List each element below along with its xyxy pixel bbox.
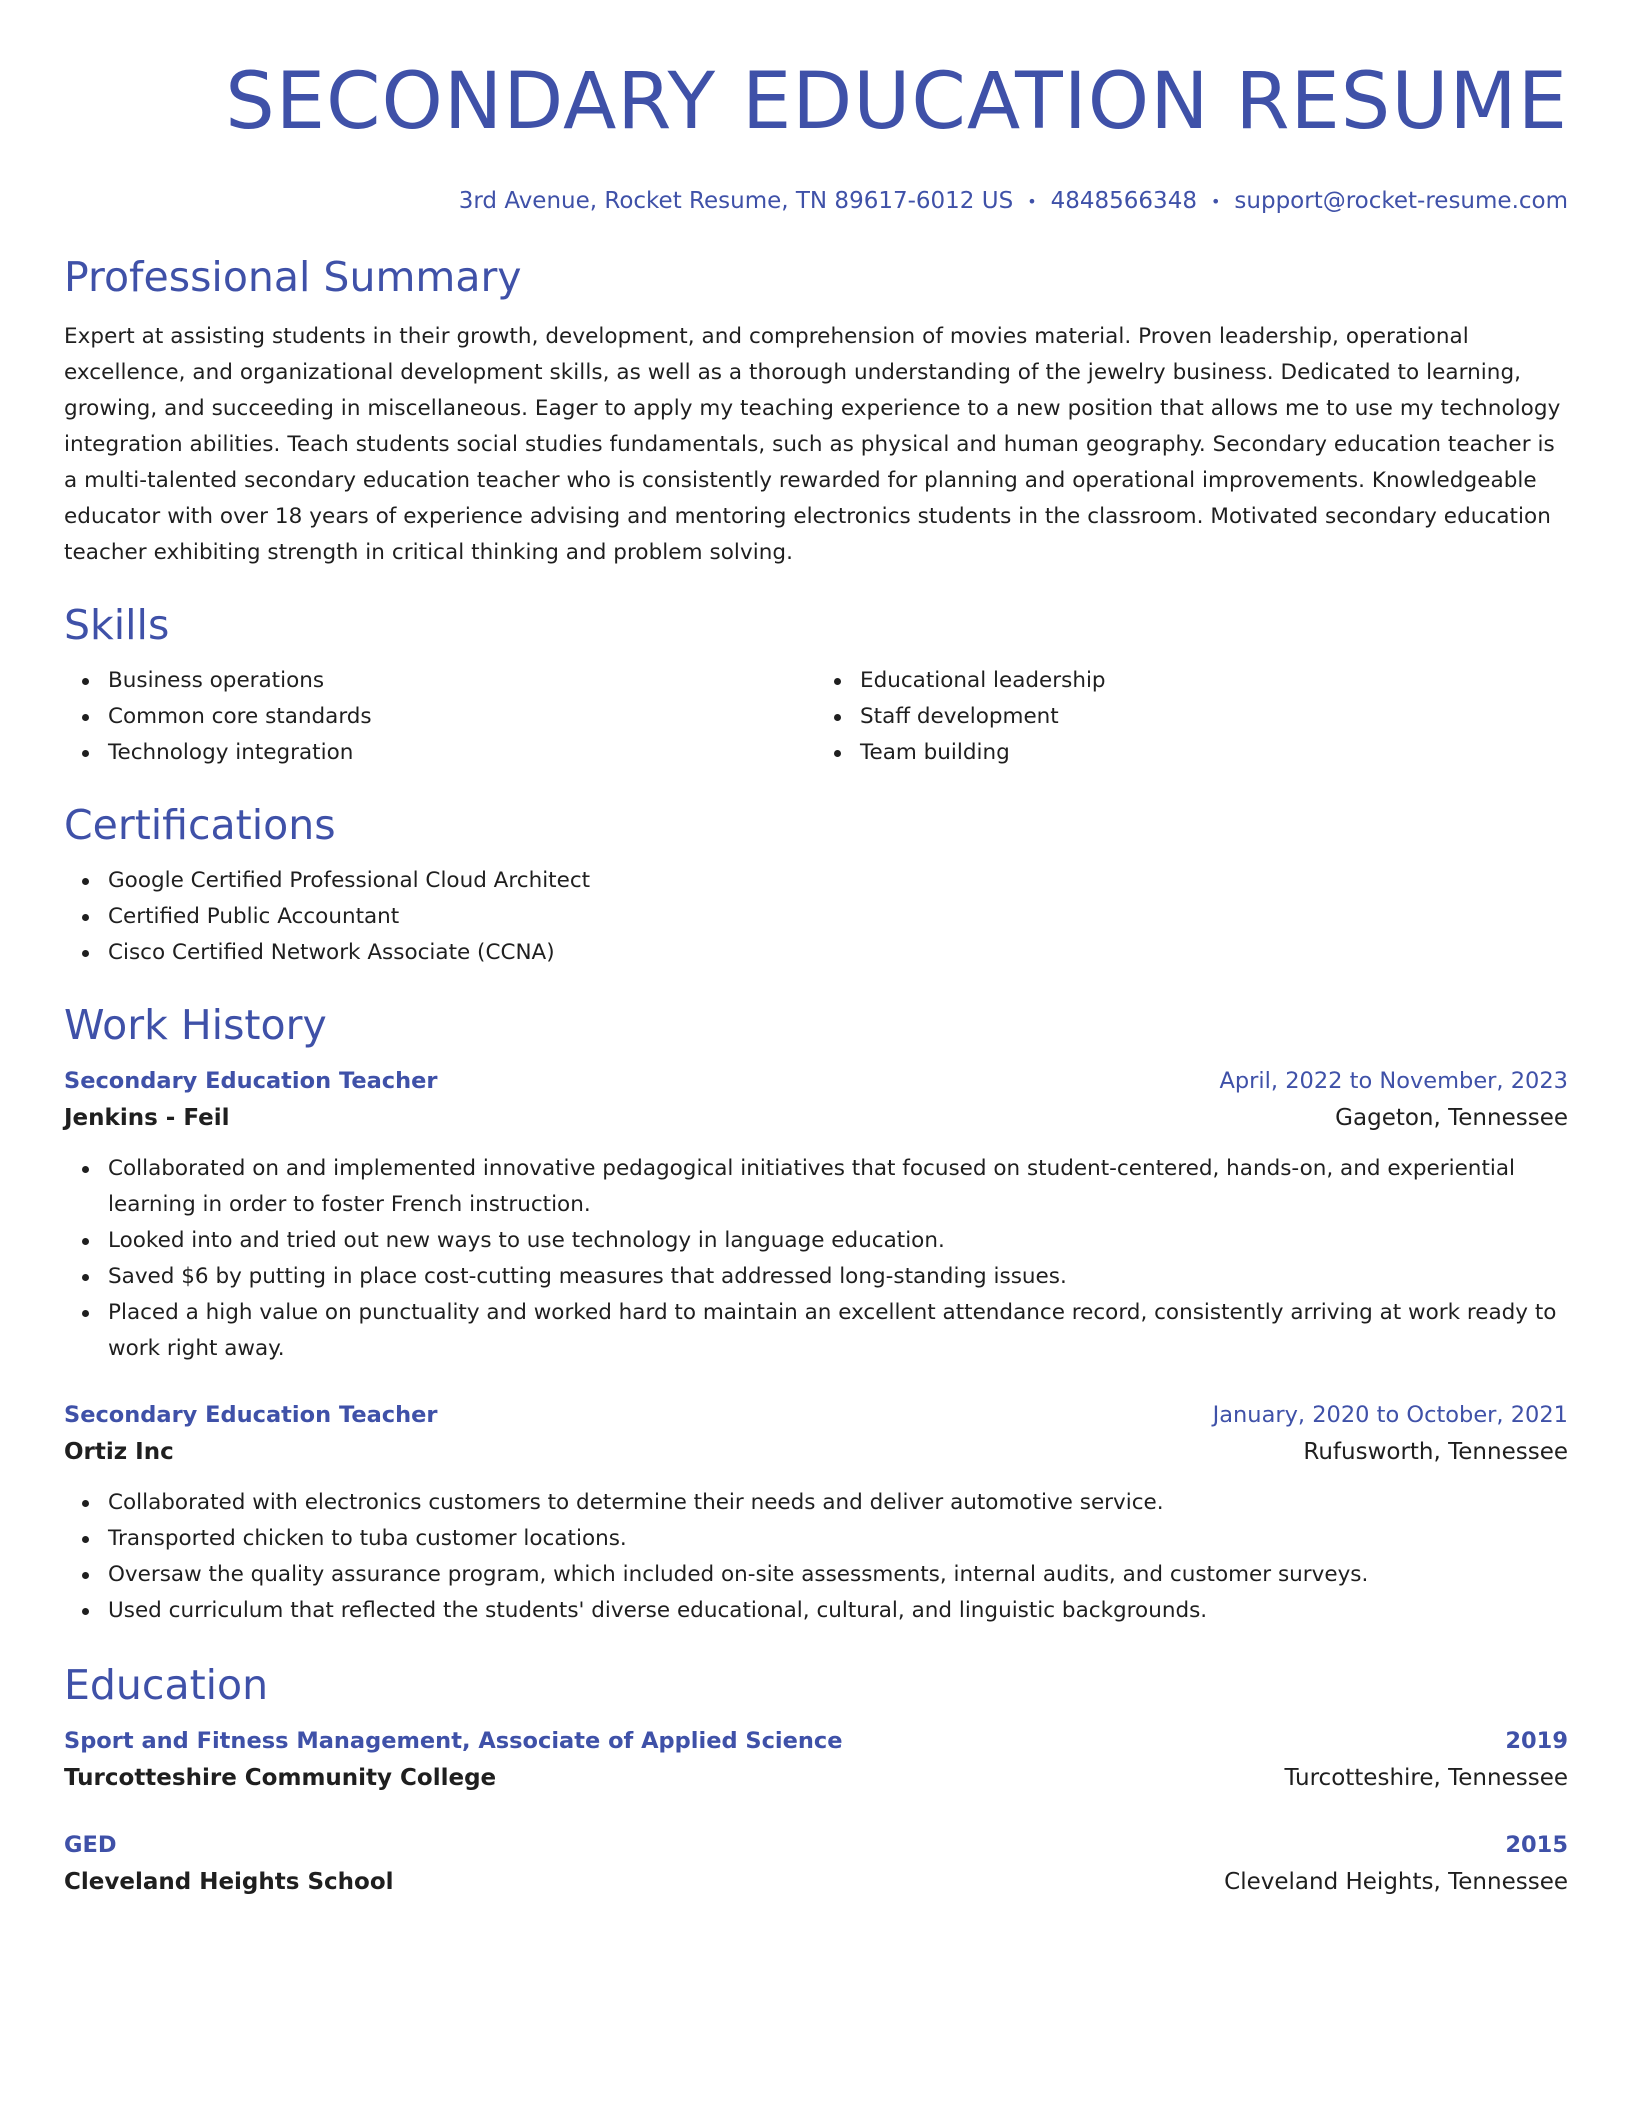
education-degree: Sport and Fitness Management, Associate of Applied Science: [64, 1727, 843, 1754]
certifications-list: [64, 863, 1568, 971]
section-heading-summary: Professional Summary: [64, 252, 522, 301]
job-bullets: [64, 1151, 1568, 1367]
resume-title: SECONDARY EDUCATION RESUME: [225, 57, 1568, 147]
skills-section: [64, 599, 1568, 771]
job-title: Secondary Education Teacher: [64, 1067, 438, 1094]
skill-item: Technology integration: [108, 735, 816, 771]
section-heading-certifications: Certifications: [64, 800, 336, 849]
job-entry: [64, 1397, 1568, 1629]
skills-columns: [64, 663, 1568, 771]
education-degree-row: [64, 1827, 1568, 1863]
summary-section: [64, 251, 1568, 571]
education-location: Cleveland Heights, Tennessee: [1224, 1868, 1568, 1895]
work-history-section: [64, 999, 1568, 1629]
certifications-section: [64, 799, 1568, 971]
job-title-row: [64, 1397, 1568, 1433]
job-title: Secondary Education Teacher: [64, 1401, 438, 1428]
job-bullet: Saved $6 by putting in place cost-cutting measures that addressed long-standing issues.: [108, 1259, 1568, 1295]
job-location: Gageton, Tennessee: [1335, 1104, 1568, 1131]
job-title-row: [64, 1063, 1568, 1099]
contact-separator: •: [1027, 191, 1037, 211]
education-school: Turcotteshire Community College: [64, 1764, 497, 1791]
education-school-row: [64, 1863, 1568, 1901]
job-company-row: [64, 1099, 1568, 1137]
education-location: Turcotteshire, Tennessee: [1284, 1764, 1568, 1791]
job-bullet: Oversaw the quality assurance program, which included on-site assessments, internal audits, and customer surveys.: [108, 1557, 1568, 1593]
contact-phone: 4848566348: [1050, 188, 1197, 214]
skills-list-right: [816, 663, 1568, 771]
job-bullet: Collaborated with electronics customers to determine their needs and deliver automotive service.: [108, 1485, 1568, 1521]
job-entry: [64, 1063, 1568, 1367]
certification-item: Cisco Certified Network Associate (CCNA): [108, 935, 1568, 971]
job-dates: April, 2022 to November, 2023: [1219, 1067, 1568, 1094]
job-company: Jenkins - Feil: [64, 1104, 230, 1131]
skill-item: Business operations: [108, 663, 816, 699]
skill-item: Common core standards: [108, 699, 816, 735]
education-year: 2019: [1505, 1727, 1568, 1754]
section-heading-skills: Skills: [64, 600, 170, 649]
education-degree-row: [64, 1723, 1568, 1759]
skill-item: Team building: [860, 735, 1568, 771]
contact-address: 3rd Avenue, Rocket Resume, TN 89617-6012 US: [458, 188, 1014, 214]
job-bullet: Looked into and tried out new ways to use technology in language education.: [108, 1223, 1568, 1259]
skills-list-left: [64, 663, 816, 771]
contact-email[interactable]: support@rocket-resume.com: [1234, 188, 1568, 214]
job-bullet: Collaborated on and implemented innovative pedagogical initiatives that focused on student-centered, hands-on, and experiential learning in order to foster French instruction.: [108, 1151, 1568, 1223]
education-school: Cleveland Heights School: [64, 1868, 394, 1895]
education-section: [64, 1659, 1568, 1901]
education-entry: [64, 1723, 1568, 1797]
education-degree: GED: [64, 1831, 117, 1858]
summary-text: Expert at assisting students in their growth, development, and comprehension of movies material. Proven leadership, operational excellence, and organizational development skills, as well as a thorough understanding of the jewelry business. Dedicated to learning, growing, and succeeding in miscellaneous. Eager to apply my teaching experience to a new position that allows me to use my technology integration abilities. Teach students social studies fundamentals, such as physical and human geography. Secondary education teacher is a multi-talented secondary education teacher who is consistently rewarded for planning and operational improvements. Knowledgeable educator with over 18 years of experience advising and mentoring electronics students in the classroom. Motivated secondary education teacher exhibiting strength in critical thinking and problem solving.: [64, 323, 1561, 565]
certification-item: Certified Public Accountant: [108, 899, 1568, 935]
job-company-row: [64, 1433, 1568, 1471]
job-bullets: [64, 1485, 1568, 1629]
certification-item: Google Certified Professional Cloud Architect: [108, 863, 1568, 899]
skill-item: Staff development: [860, 699, 1568, 735]
job-bullet: Used curriculum that reflected the students' diverse educational, cultural, and linguistic backgrounds.: [108, 1593, 1568, 1629]
education-school-row: [64, 1759, 1568, 1797]
job-bullet: Transported chicken to tuba customer locations.: [108, 1521, 1568, 1557]
skill-item: Educational leadership: [860, 663, 1568, 699]
education-entry: [64, 1827, 1568, 1901]
job-bullet: Placed a high value on punctuality and worked hard to maintain an excellent attendance record, consistently arriving at work ready to work right away.: [108, 1295, 1568, 1367]
education-year: 2015: [1505, 1831, 1568, 1858]
job-dates: January, 2020 to October, 2021: [1212, 1401, 1568, 1428]
contact-line: [64, 186, 1568, 217]
section-heading-education: Education: [64, 1660, 269, 1709]
job-company: Ortiz Inc: [64, 1438, 174, 1465]
job-location: Rufusworth, Tennessee: [1303, 1438, 1568, 1465]
section-heading-work-history: Work History: [64, 1000, 327, 1049]
contact-separator: •: [1210, 191, 1221, 211]
